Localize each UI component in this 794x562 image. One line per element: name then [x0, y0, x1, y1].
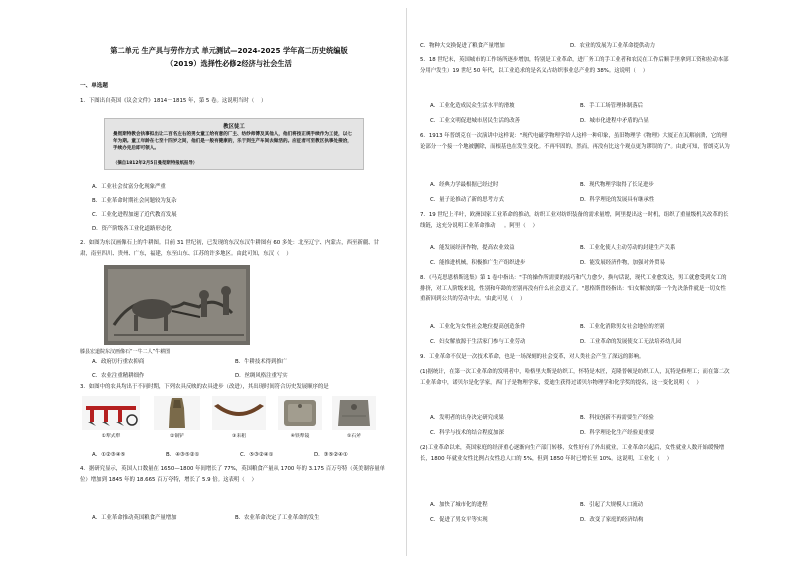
q3-option-a[interactable]: A．①②③④⑤: [92, 452, 126, 458]
q8-stem: 8．《马克思恩格斯选集》第 1 卷中指出："手的操作所需要的技巧和气力愈少，换句话说，现代工业愈发达，男工就愈受到女工的排挤，对工人阶级来说，性别和年龄的差别再没有什么社会意义了。"恩格斯曾经指出：'妇女解放的第一个先决条件就是一切女性重新回到公共的劳动中去。'由此可见（ ）: [420, 275, 727, 302]
q9-stem: 9．工业革命不仅是一次技术革命，也是一场深刻的社会变革，对人类社会产生了深远的影响。: [420, 354, 645, 360]
q2-option-d[interactable]: D．丝绸风格注重写实: [235, 373, 288, 379]
q7-option-c[interactable]: C．能推进机械，积极推广生产组织进步: [430, 260, 526, 266]
q1-option-b[interactable]: B．工业革命时期社会问题较为复杂: [92, 198, 177, 204]
q3-option-b[interactable]: B．④③⑤②①: [166, 452, 200, 458]
q6-option-c[interactable]: C．量子论推动了新的思考方式: [430, 197, 504, 203]
q4-option-c[interactable]: C．物种大交换促进了粮食产量增加: [420, 43, 505, 49]
q5-option-c[interactable]: C．工业文明促进城市居民生活的改善: [430, 118, 521, 124]
q4-option-a[interactable]: A．工业革命推动英国粮食产量增加: [92, 515, 177, 521]
q2-ox-plough-rubbing: [104, 265, 250, 345]
q1-option-a[interactable]: A．工业社会贫富分化现象严重: [92, 184, 166, 190]
q5-stem: 5．18 世纪末，英国城市的工作场所逐步增加，特别是工业革命，进厂务工的手工业者和农民在工作后顺手里拿到工资和拉动本部分用户发生）19 世纪 50 年代，以工业追求的是名义占纺织事业总产业的 38%。这说明（ ）: [420, 57, 729, 74]
title-line-1: 第二单元 生产具与劳作方式 单元测试—2024-2025 学年高二历史统编版: [110, 46, 348, 55]
q8-option-d[interactable]: D．工业革命的发展使女工无法培养幼儿园: [580, 339, 682, 345]
q1-option-d[interactable]: D．资产阶级各工业化道路形态化: [92, 226, 172, 232]
q3-tool-iron-image: [278, 396, 322, 439]
q3-stem: 3．如图中的农具均出于不同时期，下列农具反映的农具进步（改进），其出现时间符合历史发展顺序的是: [80, 382, 388, 393]
q8-option-c[interactable]: C．妇女解放源于生活家门参与工业劳动: [430, 339, 526, 345]
q9-1-option-b[interactable]: B．科技创新不再需要生产经验: [580, 415, 654, 421]
q7-option-b[interactable]: B．工业化使人主动劳动的封建生产关系: [580, 245, 676, 251]
q6-option-a[interactable]: A．经典力学最根据已经过时: [430, 182, 499, 188]
q3-tool-plough-image: [82, 396, 140, 439]
q9-1-option-d[interactable]: D．科学理论化生产经验更重要: [580, 430, 655, 436]
q4-stem: 4．据研究显示，英国人口数量在 1650—1800 年间增长了 77%，英国粮食产量从 1700 年的 3.175 百万夸特（英美制容量单位）增加到 1845 年的 18.665 百万夸特，增长了 5.9 倍。这表明（ ）: [80, 466, 386, 483]
q2-option-a[interactable]: A．政府厉行重农抑商: [92, 359, 145, 365]
q1-document-source: （摘自1812年2月5日曼彻斯特报纸报导）: [113, 161, 198, 166]
q9-2-option-c[interactable]: C．促进了男女平等实现: [430, 517, 488, 523]
q9-1-option-a[interactable]: A．发明者的出身决定研究成果: [430, 415, 504, 421]
q2-option-c[interactable]: C．农业注重精耕细作: [92, 373, 145, 379]
q1-document-title: 教区徒工: [223, 124, 245, 130]
q9-sub1-stem: (1)据统计，在第一次工业革命的发明者中，哈格里夫斯是纺织工，怀特是木匠，克隆普顿是纺织工人，瓦特是修理工；而在第二次工业革命中，诺贝尔是化学家，西门子是物理学家，爱迪生获得过诺贝尔物理学和化学奖的提名，这一变化说明（ ）: [420, 369, 730, 386]
q1-document-image: [104, 118, 364, 170]
q5-option-b[interactable]: B．手工工场管理体制落后: [580, 103, 643, 109]
page-title: [70, 44, 388, 70]
q4-option-d[interactable]: D．农业的发展为工业革命提供动力: [570, 43, 656, 49]
q6-option-b[interactable]: B．现代物理学取得了长足进步: [580, 182, 654, 188]
q3-tool-label-1: ①犁式犁: [101, 434, 121, 439]
section-heading: 一、单选题: [80, 83, 108, 89]
q3-option-d[interactable]: D．③⑤②④①: [314, 452, 348, 458]
q1-document-body: 曼彻斯特教会执事拟出让二百名左右的男女童工给有意的厂主、纺纱师傅及其他人，他们将按正规手续作为工徒，以七年为期。童工年龄在七至十四岁之间，他们是一般有健康的，乐于到生产车间去做活的。应征者可至教区执事处接洽，手续办完后即可领人。: [113, 132, 352, 152]
q3-tool-label-5: ⑤石斧: [347, 434, 361, 439]
q3-tool-shovel-image: [154, 396, 200, 439]
q7-option-a[interactable]: A．能发展经济作物，提高农业效益: [430, 245, 515, 251]
column-divider: [406, 8, 407, 556]
q7-stem: 7．19 世纪上半叶，欧洲国家工业革命的推动，纺织工业对纺织装备的需求量增，阿里提出这一时机，组织了重量级机关改革的长线链，这充分说明工业革命推动 。阿里（ ）: [420, 212, 729, 229]
q3-tool-label-2: ②铜铲: [170, 434, 184, 439]
q9-2-option-b[interactable]: B．引起了大规模人口流动: [580, 502, 643, 508]
q8-option-b[interactable]: B．工业化消除男女社会地位的差别: [580, 324, 665, 330]
q9-sub2-stem: (2)工业革命以来，英国家庭的经济重心逐渐向生产部门转移，女性好有了外出就业，工业革命兴起后，女性就业人数开始缓慢增长，1800 年就业女性比例占女性总人口的 5%，但到 1850 年时已增长至 10%。这说明，工业化（ ）: [420, 445, 725, 462]
q1-stem: 1．下图出自英国《议会文件》1814－1815 年，第 5 卷。这说明当时（ ）: [80, 98, 267, 104]
q3-option-c[interactable]: C．⑤③②④①: [240, 452, 274, 458]
q8-option-a[interactable]: A．工业化为女性社会地位提高创造条件: [430, 324, 526, 330]
title-line-2: （2019）选择性必修2经济与社会生活: [166, 59, 292, 68]
q3-tool-stone-axe-image: [332, 396, 376, 439]
q2-image-caption: 滕县宏道院东汉画像石“一牛二人”牛耕图: [80, 349, 171, 355]
q6-stem: 6．1913 年普朗克在一次演讲中这样说："现代电磁学物理学给人这样一种印象，虽旧物理学《物理》大厦正在瓦解崩溃，它的理论部分一个接一个地被删除，而根基也在发生变化。不再牢固的，然而，再没有比这个观点更为谬误的了"。由此可知，普朗克认为: [420, 133, 730, 150]
q4-option-b[interactable]: B．农业革命决定了工业革命的发生: [235, 515, 320, 521]
q3-tool-hoe-image: [212, 396, 266, 439]
q5-option-a[interactable]: A．工业化造成民众生活水平的滑坡: [430, 103, 515, 109]
q3-tool-label-4: ④铁犁镜: [290, 434, 310, 439]
q1-option-c[interactable]: C．工业化进程加速了近代教育发展: [92, 212, 177, 218]
q9-2-option-a[interactable]: A．加快了城市化的进程: [430, 502, 488, 508]
q7-option-d[interactable]: D．能发展经济作物，加强对外贸易: [580, 260, 666, 266]
q5-option-d[interactable]: D．城市化进程中矛盾的凸显: [580, 118, 649, 124]
q9-2-option-d[interactable]: D．改变了家庭的经济结构: [580, 517, 644, 523]
q2-stem: 2．如图为东汉画像石上的牛耕图。目前 31 世纪初，已发现的东汉东汉牛耕图有 60 多处：北至辽宁、内蒙古，西至新疆、甘肃，南至四川、贵州、广东，福建，东至山东、江苏的许多地区。由此可知，东汉（ ）: [80, 240, 379, 257]
q9-1-option-c[interactable]: C．科学与技术的结合程度加深: [430, 430, 504, 436]
q2-option-b[interactable]: B．牛耕技术得到推广: [235, 359, 288, 365]
q3-tool-label-3: ③耒耜: [232, 434, 246, 439]
q6-option-d[interactable]: D．科学理论的发展具有继承性: [580, 197, 655, 203]
